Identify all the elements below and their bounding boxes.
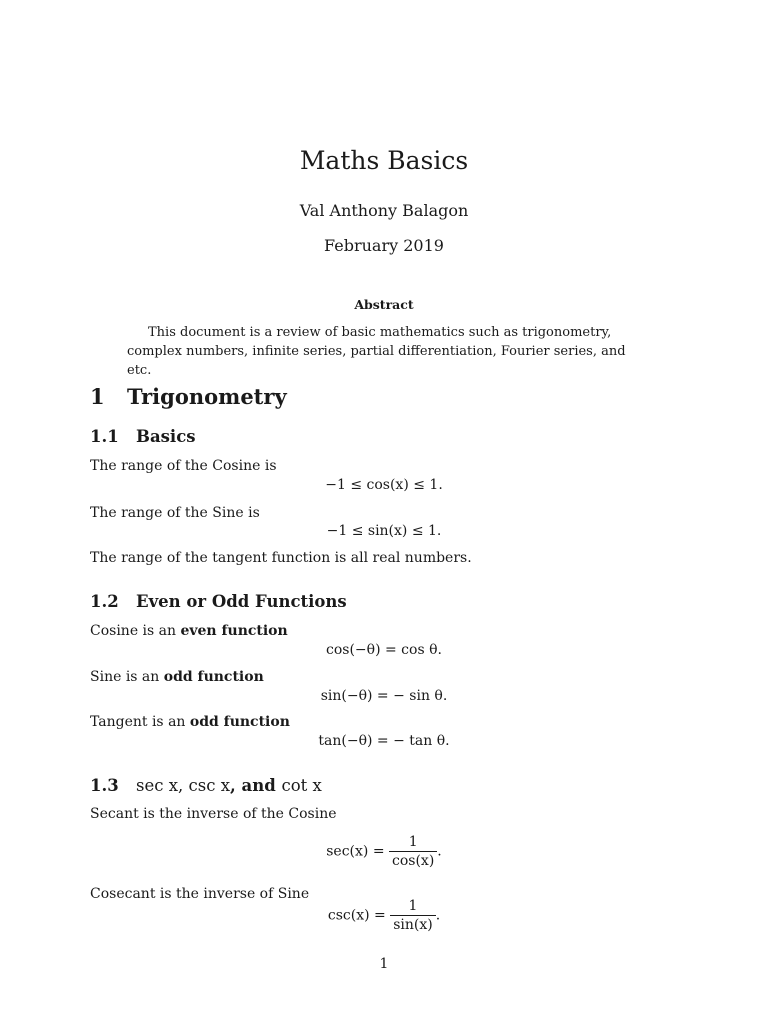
- paragraph-cosine-even: [90, 623, 288, 639]
- equation-text: tan(−θ) = − tan θ.: [318, 733, 450, 749]
- fraction-numerator: 1: [408, 834, 418, 850]
- subsection-number: 1.2: [90, 592, 119, 611]
- abstract-text: This document is a review of basic mathematics such as trigonometry, complex numbers, infinite series, partial differentiation, Fourier series, and etc.: [127, 325, 626, 378]
- section-title: Trigonometry: [127, 384, 287, 409]
- fraction-numerator: 1: [408, 898, 418, 914]
- fraction-denominator: sin(x): [390, 915, 436, 934]
- equation-tangent-odd: [0, 733, 768, 749]
- abstract-heading: Abstract: [354, 297, 414, 312]
- fraction-denominator: cos(x): [389, 851, 437, 870]
- equation-lhs: csc(x) =: [327, 907, 391, 924]
- document-title: Maths Basics: [299, 146, 469, 175]
- paragraph-tangent-odd: [90, 714, 290, 730]
- equation-cosine-even: [0, 642, 768, 658]
- equation-secant: [0, 833, 768, 870]
- paragraph-text: Tangent is an: [90, 714, 190, 730]
- equation-end: .: [435, 907, 441, 924]
- page-number: 1: [379, 956, 389, 972]
- subsection-number: 1.1: [90, 427, 119, 446]
- section-number: 1: [90, 384, 105, 409]
- equation-sine-odd: [0, 688, 768, 704]
- equation-text: −1 ≤ cos(x) ≤ 1.: [325, 477, 443, 493]
- paragraph-sine-range: The range of the Sine is: [90, 505, 260, 521]
- bold-term: even function: [180, 623, 288, 639]
- subsection-heading-basics: [90, 427, 196, 446]
- paragraph-secant: Secant is the inverse of the Cosine: [90, 806, 337, 822]
- subsection-title-math: cot x: [281, 776, 322, 795]
- paragraph-sine-odd: [90, 669, 264, 685]
- subsection-title-math: sec x, csc x: [136, 776, 231, 795]
- subsection-title-text: , and: [230, 776, 282, 795]
- paragraph-cosine-range: The range of the Cosine is: [90, 458, 277, 474]
- subsection-heading-sec-csc-cot: [90, 776, 322, 795]
- bold-term: odd function: [189, 714, 290, 730]
- document-author: Val Anthony Balagon: [299, 201, 469, 220]
- subsection-title: Basics: [136, 427, 196, 446]
- equation-text: −1 ≤ sin(x) ≤ 1.: [326, 523, 442, 539]
- equation-cosine-range: [0, 477, 768, 493]
- equation-lhs: sec(x) =: [326, 843, 390, 860]
- section-heading-trigonometry: [90, 384, 287, 409]
- equation-end: .: [437, 843, 442, 860]
- paragraph-text: Sine is an: [90, 669, 164, 685]
- subsection-number: 1.3: [90, 776, 119, 795]
- fraction: [390, 897, 436, 934]
- fraction: [389, 833, 437, 870]
- equation-text: sin(−θ) = − sin θ.: [320, 688, 448, 704]
- subsection-heading-even-odd: [90, 592, 347, 611]
- paragraph-cosecant: Cosecant is the inverse of Sine: [90, 886, 310, 902]
- document-date: February 2019: [324, 236, 444, 255]
- paragraph-text: Cosine is an: [90, 623, 181, 639]
- bold-term: odd function: [163, 669, 264, 685]
- equation-text: cos(−θ) = cos θ.: [326, 642, 442, 658]
- paragraph-tangent-range: The range of the tangent function is all real numbers.: [90, 550, 472, 566]
- equation-cosecant: [0, 897, 768, 934]
- equation-sine-range: [0, 523, 768, 539]
- subsection-title: Even or Odd Functions: [136, 592, 347, 611]
